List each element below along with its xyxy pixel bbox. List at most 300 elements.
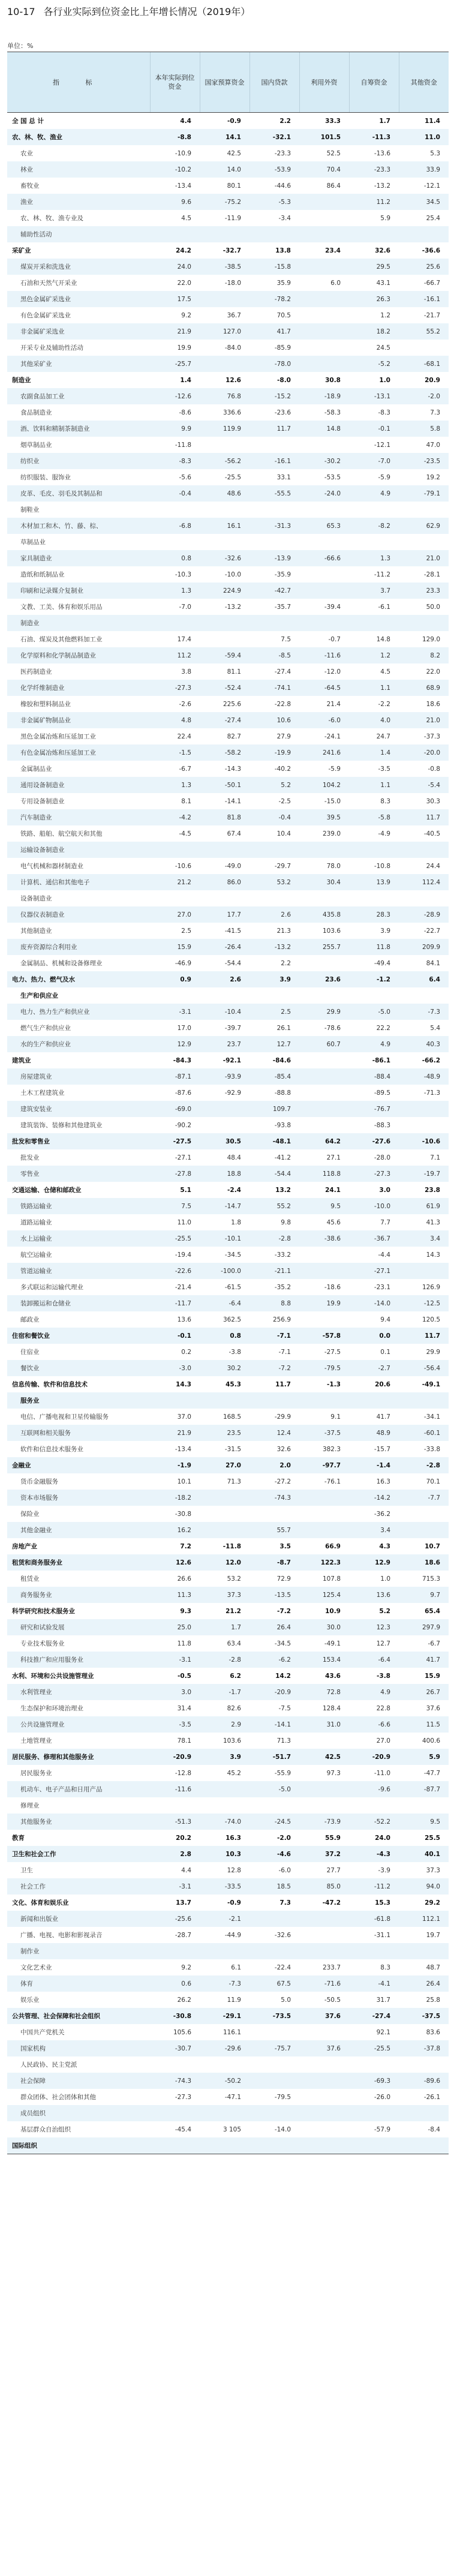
other-funds-cell: 83.6 <box>426 2028 440 2036</box>
foreign-investment-cell: 10.9 <box>325 1607 341 1615</box>
indicator-name-cell: 铁路、船舶、航空航天和其他 <box>20 830 103 837</box>
indicator-name-cell: 农、林、牧、渔业 <box>7 129 150 145</box>
state-budget-cell: 168.5 <box>223 1413 241 1421</box>
table-row <box>7 1490 449 1506</box>
state-budget-cell: 14.1 <box>200 129 249 145</box>
total-funds-cell: 3.8 <box>181 668 191 675</box>
total-funds-cell: 1.4 <box>180 376 191 384</box>
indicator-name-cell: 水利、环境和公共设施管理业 <box>12 1673 94 1680</box>
indicator-name-cell: 社会保障 <box>7 2073 150 2089</box>
total-funds-cell: 0.9 <box>150 971 200 987</box>
domestic-loans-cell: -78.2 <box>249 291 299 307</box>
domestic-loans-cell: 3.9 <box>249 971 299 987</box>
table-row <box>7 1101 449 1117</box>
other-funds-cell: -37.5 <box>399 2008 449 2024</box>
indicator-name-cell: 铁路运输业 <box>7 1198 150 1214</box>
state-budget-cell: 14.0 <box>200 161 249 178</box>
table-row <box>7 291 449 307</box>
table-row <box>7 1473 449 1490</box>
foreign-investment-cell: 78.0 <box>326 862 341 870</box>
self-raised-cell <box>349 2137 399 2154</box>
table-row <box>7 194 449 210</box>
foreign-investment-cell <box>299 1506 349 1522</box>
industry-category-row <box>7 372 449 388</box>
table-header <box>7 52 449 113</box>
other-funds-cell: 11.5 <box>399 1716 449 1733</box>
foreign-investment-cell: -1.3 <box>327 1380 341 1388</box>
other-funds-cell: 5.9 <box>399 1749 449 1765</box>
other-funds-cell <box>399 2105 449 2121</box>
domestic-loans-cell: -32.1 <box>249 129 299 145</box>
state-budget-cell <box>200 1117 249 1133</box>
other-funds-cell: -47.7 <box>423 1769 440 1777</box>
table-row <box>7 858 449 874</box>
domestic-loans-cell <box>249 615 299 631</box>
total-funds-cell: 26.2 <box>177 1996 191 2004</box>
domestic-loans-cell: 9.8 <box>281 1218 291 1226</box>
indicator-name-cell: 纺织服装、服饰业 <box>20 474 71 481</box>
foreign-investment-cell: -66.6 <box>299 550 349 566</box>
other-funds-cell <box>399 842 449 858</box>
self-raised-cell: 4.3 <box>379 1542 390 1550</box>
foreign-investment-cell: 65.3 <box>299 518 349 534</box>
state-budget-cell: 6.1 <box>231 1963 241 1971</box>
indicator-name-cell: 林业 <box>7 161 150 178</box>
total-funds-cell: -84.3 <box>173 1056 191 1064</box>
domestic-loans-cell: -35.7 <box>274 603 291 611</box>
foreign-investment-cell: -73.9 <box>299 1814 349 1830</box>
self-raised-cell: -49.4 <box>374 959 390 967</box>
indicator-name-cell: 畜牧业 <box>20 182 40 190</box>
total-funds-cell: -6.8 <box>150 518 200 534</box>
indicator-name-cell: 建筑装饰、装修和其他建筑业 <box>20 1122 103 1129</box>
state-budget-cell: -49.0 <box>224 862 241 870</box>
foreign-investment-cell: 107.8 <box>322 1575 341 1583</box>
other-funds-cell: 25.5 <box>425 1834 440 1842</box>
other-funds-cell: -33.8 <box>423 1445 440 1453</box>
state-budget-cell: 12.6 <box>226 376 241 384</box>
indicator-name-cell: 石油和天然气开采业 <box>20 280 77 287</box>
foreign-investment-cell: -79.5 <box>299 1360 349 1376</box>
other-funds-cell: -5.4 <box>399 777 449 793</box>
state-budget-cell: 63.4 <box>227 1640 241 1647</box>
indicator-name-cell: 软件和信息技术服务业 <box>20 1446 83 1453</box>
other-funds-cell <box>399 1797 449 1814</box>
industry-category-row <box>7 1457 449 1473</box>
other-funds-cell: 61.9 <box>399 1198 449 1214</box>
other-funds-cell: -37.3 <box>423 732 440 740</box>
state-budget-cell: -41.5 <box>224 927 241 935</box>
indicator-name-cell: 金融业 <box>7 1457 150 1473</box>
other-funds-cell: 11.7 <box>399 1328 449 1344</box>
self-raised-cell <box>349 2056 399 2073</box>
state-budget-cell <box>200 534 249 550</box>
other-funds-cell: -21.7 <box>423 311 440 319</box>
other-funds-cell: 30.3 <box>426 797 440 805</box>
industry-category-row <box>7 1376 449 1392</box>
state-budget-cell: -52.4 <box>200 680 249 696</box>
total-funds-cell: 21.9 <box>150 323 200 340</box>
foreign-investment-cell: 86.4 <box>326 182 341 190</box>
indicator-name-cell: 酒、饮料和精制茶制造业 <box>7 421 150 437</box>
foreign-investment-cell: 122.3 <box>299 1554 349 1571</box>
total-funds-cell: 27.0 <box>150 906 200 923</box>
state-budget-cell: 36.7 <box>227 311 241 319</box>
total-funds-cell: -8.8 <box>150 129 200 145</box>
total-funds-cell: -27.3 <box>150 680 200 696</box>
state-budget-cell <box>200 2137 249 2154</box>
self-raised-cell: -11.0 <box>374 1769 390 1777</box>
other-funds-cell: -68.1 <box>399 356 449 372</box>
indicator-name-cell: 制造业 <box>12 377 31 384</box>
state-budget-cell: -2.4 <box>227 1186 241 1194</box>
state-budget-cell: -74.0 <box>200 1814 249 1830</box>
total-funds-cell: 9.9 <box>150 421 200 437</box>
domestic-loans-cell: -74.1 <box>249 680 299 696</box>
indicator-name-cell: 科学研究和技术服务业 <box>12 1608 75 1615</box>
self-raised-cell: 1.0 <box>379 376 390 384</box>
foreign-investment-cell <box>299 1101 349 1117</box>
state-budget-cell <box>200 631 249 647</box>
total-funds-cell: 9.2 <box>181 1963 191 1971</box>
other-funds-cell: 3.4 <box>399 1230 449 1247</box>
domestic-loans-cell: -85.4 <box>249 1068 299 1085</box>
foreign-investment-cell <box>299 842 349 858</box>
foreign-investment-cell <box>299 1522 349 1538</box>
domestic-loans-cell <box>249 226 299 242</box>
self-raised-cell: 92.1 <box>376 2028 390 2036</box>
self-raised-cell: -76.7 <box>349 1101 399 1117</box>
domestic-loans-cell: -78.0 <box>249 356 299 372</box>
self-raised-cell: 9.4 <box>380 1316 390 1323</box>
self-raised-cell <box>349 534 399 550</box>
table-row <box>7 825 449 842</box>
industry-category-row <box>7 2008 449 2024</box>
industry-category-row <box>7 1603 449 1619</box>
total-funds-cell: -3.1 <box>150 1004 200 1020</box>
state-budget-cell: 86.0 <box>200 874 249 890</box>
foreign-investment-cell: 255.7 <box>299 939 349 955</box>
self-raised-cell: 12.9 <box>349 1554 399 1571</box>
indicator-name-cell: 社会工作 <box>7 1878 150 1895</box>
self-raised-cell: 8.3 <box>380 1963 390 1971</box>
other-funds-cell: 18.6 <box>426 700 440 708</box>
foreign-investment-cell: 9.1 <box>330 1413 341 1421</box>
indicator-name-cell: 专用设备制造业 <box>20 798 65 805</box>
total-funds-cell: 12.9 <box>150 1036 200 1052</box>
table-row <box>7 307 449 323</box>
indicator-name-cell: 有色金属矿采选业 <box>20 312 71 319</box>
indicator-name-cell: 资本市场服务 <box>7 1490 150 1506</box>
state-budget-cell: -93.9 <box>200 1068 249 1085</box>
self-raised-cell: -0.1 <box>349 421 399 437</box>
table-row <box>7 663 449 680</box>
foreign-investment-cell <box>299 437 349 453</box>
table-row <box>7 226 449 242</box>
state-budget-cell: 21.2 <box>226 1607 241 1615</box>
domestic-loans-cell: -13.2 <box>249 939 299 955</box>
indicator-name-cell: 文教、工美、体育和娱乐用品 <box>20 604 103 611</box>
state-budget-cell: -26.4 <box>200 939 249 955</box>
indicator-name-cell: 卫生 <box>20 1867 33 1874</box>
other-funds-cell <box>399 2137 449 2154</box>
self-raised-cell: -13.6 <box>374 149 390 157</box>
self-raised-cell: 4.9 <box>349 1036 399 1052</box>
total-funds-cell: -27.3 <box>175 2093 191 2101</box>
table-row <box>7 534 449 550</box>
state-budget-cell: 30.2 <box>200 1360 249 1376</box>
foreign-investment-cell: -27.5 <box>324 1348 341 1356</box>
self-raised-cell: -27.1 <box>349 1263 399 1279</box>
state-budget-cell: 81.1 <box>227 668 241 675</box>
total-funds-cell: -0.4 <box>150 485 200 502</box>
self-raised-cell: -7.0 <box>349 453 399 469</box>
other-funds-cell: 9.7 <box>399 1587 449 1603</box>
total-funds-cell: 5.1 <box>180 1186 191 1194</box>
total-funds-cell <box>150 2137 200 2154</box>
other-funds-cell: -23.5 <box>399 453 449 469</box>
state-budget-cell: -10.4 <box>200 1004 249 1020</box>
self-raised-cell: 28.3 <box>349 906 399 923</box>
total-funds-cell: 22.4 <box>177 732 191 740</box>
domestic-loans-cell: -48.1 <box>249 1133 299 1149</box>
table-row <box>7 583 449 599</box>
table-row <box>7 1943 449 1959</box>
domestic-loans-cell: 5.2 <box>249 777 299 793</box>
total-funds-cell: -5.6 <box>179 473 191 481</box>
other-funds-cell: -66.7 <box>423 279 440 287</box>
domestic-loans-cell: -84.6 <box>272 1056 291 1064</box>
other-funds-cell: 23.3 <box>399 583 449 599</box>
self-raised-cell: 22.8 <box>376 1704 390 1712</box>
other-funds-cell: -60.1 <box>399 1425 449 1441</box>
self-raised-cell: -3.8 <box>377 1672 390 1680</box>
total-funds-cell: 4.5 <box>181 214 191 222</box>
indicator-name-cell: 有色金属冶炼和压延加工业 <box>7 744 150 761</box>
foreign-investment-cell: -24.1 <box>324 732 341 740</box>
foreign-investment-cell: -15.0 <box>324 797 341 805</box>
state-budget-cell: 30.5 <box>200 1133 249 1149</box>
self-raised-cell: 43.1 <box>376 279 390 287</box>
other-funds-cell: 25.8 <box>426 1996 440 2004</box>
domestic-loans-cell <box>249 1911 299 1927</box>
state-budget-cell: -47.1 <box>224 2093 241 2101</box>
state-budget-cell <box>200 226 249 242</box>
indicator-name-cell: 煤炭开采和洗选业 <box>7 259 150 275</box>
domestic-loans-cell: 5.0 <box>281 1996 291 2004</box>
domestic-loans-cell: 11.7 <box>249 421 299 437</box>
self-raised-cell: -5.2 <box>349 356 399 372</box>
domestic-loans-cell: 55.2 <box>249 1198 299 1214</box>
total-funds-cell: -11.8 <box>175 441 191 449</box>
state-budget-cell: -34.5 <box>224 1251 241 1259</box>
other-funds-cell <box>399 534 449 550</box>
domestic-loans-cell: -44.6 <box>274 182 291 190</box>
foreign-investment-cell: 241.6 <box>299 744 349 761</box>
table-row <box>7 161 449 178</box>
foreign-investment-cell: 6.0 <box>330 279 341 287</box>
self-raised-cell: 8.3 <box>380 797 390 805</box>
indicator-name-cell: 广播、电视、电影和影视录音 <box>20 1932 103 1939</box>
industry-category-row <box>7 1749 449 1765</box>
total-funds-cell <box>150 1797 200 1814</box>
domestic-loans-cell: -40.2 <box>274 765 291 773</box>
indicator-name-cell: 非金属矿物制品业 <box>7 712 150 728</box>
other-funds-cell: -28.1 <box>423 571 440 578</box>
total-funds-cell <box>150 502 200 518</box>
indicator-name-cell: 零售业 <box>7 1166 150 1182</box>
table-body <box>7 113 449 2154</box>
foreign-investment-cell: 37.2 <box>299 1846 349 1862</box>
foreign-investment-cell: 33.3 <box>325 117 341 125</box>
indicator-name-cell: 保险业 <box>20 1511 40 1518</box>
other-funds-cell: 112.4 <box>399 874 449 890</box>
domestic-loans-cell: 2.0 <box>249 1457 299 1473</box>
total-funds-cell: 16.2 <box>150 1522 200 1538</box>
foreign-investment-cell: 101.5 <box>299 129 349 145</box>
foreign-investment-cell <box>299 259 349 275</box>
indicator-name-cell: 制鞋业 <box>20 506 40 514</box>
other-funds-cell: 5.8 <box>399 421 449 437</box>
table-row <box>7 356 449 372</box>
domestic-loans-cell: 26.4 <box>249 1619 299 1635</box>
other-funds-cell: 112.1 <box>399 1911 449 1927</box>
table-row <box>7 1360 449 1376</box>
total-funds-cell: -28.7 <box>175 1931 191 1939</box>
foreign-investment-cell: -39.4 <box>324 603 341 611</box>
other-funds-cell: 297.9 <box>399 1619 449 1635</box>
self-raised-cell: 29.5 <box>349 259 399 275</box>
total-funds-cell: 7.2 <box>180 1542 191 1550</box>
other-funds-cell: 10.7 <box>425 1542 440 1550</box>
indicator-name-cell: 黑色金属矿采选业 <box>7 291 150 307</box>
foreign-investment-cell: 55.9 <box>325 1834 341 1842</box>
total-funds-cell: -6.7 <box>179 765 191 773</box>
table-row <box>7 1214 449 1230</box>
table-row <box>7 2105 449 2121</box>
state-budget-cell: -92.1 <box>223 1056 241 1064</box>
total-row <box>7 113 449 130</box>
other-funds-cell: 40.3 <box>399 1036 449 1052</box>
domestic-loans-cell: 2.6 <box>249 906 299 923</box>
state-budget-cell: -84.0 <box>224 344 241 352</box>
foreign-investment-cell: -11.6 <box>299 647 349 663</box>
total-funds-cell: 17.5 <box>150 291 200 307</box>
other-funds-cell: 11.4 <box>425 117 440 125</box>
indicator-name-cell: 体育 <box>7 1975 150 1992</box>
other-funds-cell <box>399 987 449 1004</box>
table-row <box>7 1279 449 1295</box>
self-raised-cell: -2.7 <box>349 1360 399 1376</box>
foreign-investment-cell: 128.4 <box>322 1704 341 1712</box>
state-budget-cell: 48.6 <box>200 485 249 502</box>
other-funds-cell: 19.7 <box>426 1931 440 1939</box>
self-raised-cell: 16.3 <box>376 1478 390 1485</box>
domestic-loans-cell: 21.3 <box>276 927 291 935</box>
self-raised-cell <box>349 1797 399 1814</box>
other-funds-cell: -28.9 <box>399 906 449 923</box>
total-funds-cell: -46.9 <box>175 959 191 967</box>
table-row <box>7 1992 449 2008</box>
foreign-investment-cell: 125.4 <box>299 1587 349 1603</box>
domestic-loans-cell: -35.9 <box>274 571 291 578</box>
self-raised-cell: 31.7 <box>376 1996 390 2004</box>
indicator-name-cell: 邮政业 <box>20 1316 40 1323</box>
total-funds-cell: -19.4 <box>175 1251 191 1259</box>
state-budget-cell: -11.8 <box>223 1542 241 1550</box>
state-budget-cell: 81.8 <box>200 809 249 825</box>
state-budget-cell <box>200 890 249 906</box>
self-raised-cell: -14.2 <box>349 1490 399 1506</box>
total-funds-cell: 2.5 <box>181 927 191 935</box>
other-funds-cell <box>399 1263 449 1279</box>
other-funds-cell: -89.6 <box>399 2073 449 2089</box>
total-funds-cell <box>150 2105 200 2121</box>
total-funds-cell: -1.5 <box>150 744 200 761</box>
self-raised-cell: 7.7 <box>380 1218 390 1226</box>
foreign-investment-cell: 70.4 <box>299 161 349 178</box>
state-budget-cell: 225.6 <box>223 700 241 708</box>
foreign-investment-cell <box>299 955 349 971</box>
state-budget-cell: -25.5 <box>224 473 241 481</box>
state-budget-cell: 362.5 <box>223 1316 241 1323</box>
total-funds-cell: 0.2 <box>181 1348 191 1356</box>
total-funds-cell: 24.2 <box>176 247 191 254</box>
total-funds-cell: -13.4 <box>175 182 191 190</box>
other-funds-cell: -16.1 <box>399 291 449 307</box>
indicator-name-cell: 仪器仪表制造业 <box>7 906 150 923</box>
indicator-name-cell: 制作业 <box>7 1943 150 1959</box>
other-funds-cell: 14.3 <box>426 1251 440 1259</box>
other-funds-cell <box>399 340 449 356</box>
self-raised-cell <box>349 842 399 858</box>
indicator-name-cell: 汽车制造业 <box>7 809 150 825</box>
table-row <box>7 404 449 421</box>
indicator-name-cell: 制造业 <box>7 615 150 631</box>
domestic-loans-cell: -85.9 <box>274 344 291 352</box>
indicator-name-cell: 租赁业 <box>20 1575 40 1583</box>
data-table-container <box>7 52 449 2154</box>
foreign-investment-cell: 27.7 <box>326 1866 341 1874</box>
indicator-name-cell: 其他采矿业 <box>7 356 150 372</box>
industry-category-row <box>7 1846 449 1862</box>
foreign-investment-cell: 14.8 <box>299 421 349 437</box>
state-budget-cell: 45.3 <box>226 1380 241 1388</box>
domestic-loans-cell: -7.5 <box>278 1704 291 1712</box>
total-funds-cell: -3.1 <box>150 1878 200 1895</box>
foreign-investment-cell: 118.8 <box>299 1166 349 1182</box>
total-funds-cell: 17.4 <box>177 635 191 643</box>
table-row <box>7 2024 449 2040</box>
table-row <box>7 842 449 858</box>
foreign-investment-cell: 60.7 <box>299 1036 349 1052</box>
other-funds-cell: 70.1 <box>426 1478 440 1485</box>
other-funds-cell: -79.1 <box>399 485 449 502</box>
domestic-loans-cell <box>249 2024 299 2040</box>
indicator-name-cell: 木材加工和木、竹、藤、棕、 <box>7 518 150 534</box>
foreign-investment-cell: -6.0 <box>299 712 349 728</box>
state-budget-cell: 336.6 <box>223 409 241 416</box>
state-budget-cell: -7.3 <box>200 1975 249 1992</box>
self-raised-cell: 1.2 <box>349 647 399 663</box>
state-budget-cell: 82.7 <box>227 732 241 740</box>
other-funds-cell: 18.6 <box>399 1554 449 1571</box>
indicator-name-cell: 纺织业 <box>7 453 150 469</box>
self-raised-cell: -36.2 <box>374 1510 390 1518</box>
total-funds-cell: 21.2 <box>150 874 200 890</box>
table-row <box>7 647 449 663</box>
other-funds-cell: -7.3 <box>399 1004 449 1020</box>
